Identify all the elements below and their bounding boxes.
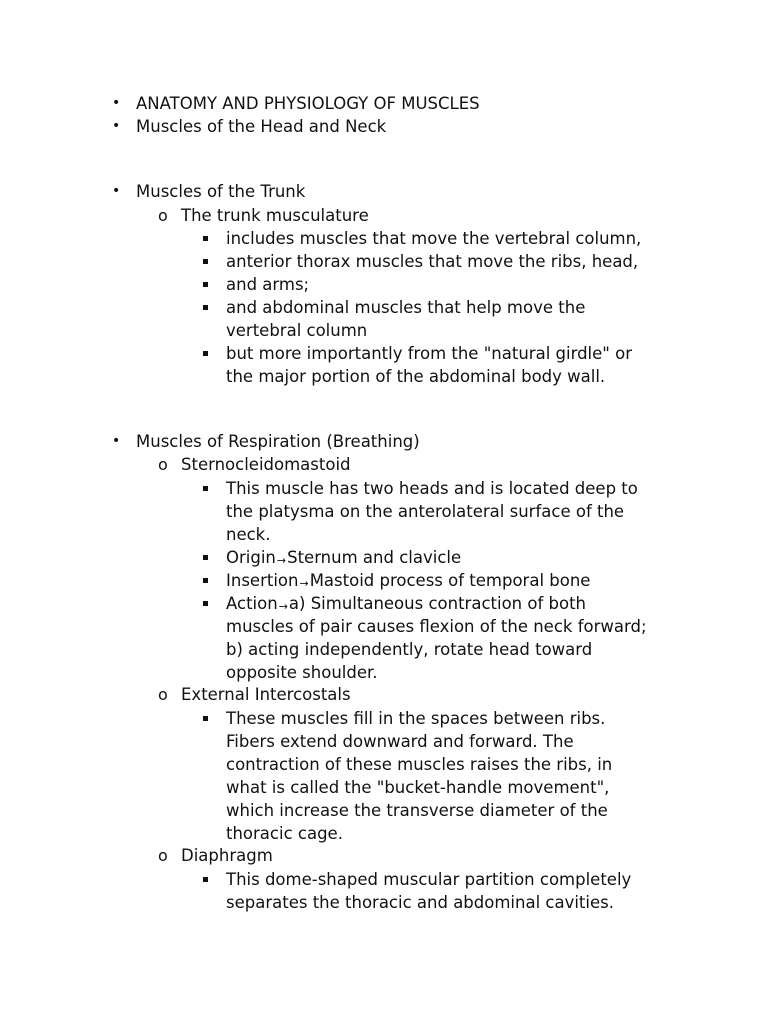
- scm-description: This muscle has two heads and is located deep to: [226, 479, 638, 498]
- arrow-right-icon: →: [276, 554, 287, 567]
- origin-label: Origin: [226, 548, 276, 567]
- bullet-icon: •: [112, 118, 121, 134]
- outline-item-title: ANATOMY AND PHYSIOLOGY OF MUSCLES: [136, 94, 480, 113]
- trunk-item: and abdominal muscles that help move the: [226, 298, 586, 317]
- arrow-right-icon: →: [278, 600, 288, 613]
- insertion-label: Insertion: [226, 571, 299, 590]
- scm-description-continued: the platysma on the anterolateral surface of the: [226, 502, 625, 521]
- origin-value: Sternum and clavicle: [287, 548, 462, 567]
- sub-bullet-icon: o: [158, 455, 168, 474]
- intercostals-description-continued: contraction of these muscles raises the ribs, in: [226, 755, 613, 774]
- arrow-right-icon: →: [299, 577, 309, 590]
- bullet-icon: •: [112, 433, 121, 449]
- trunk-item-continued: the major portion of the abdominal body wall.: [226, 367, 606, 386]
- intercostals-description-continued: which increase the transverse diameter of the: [226, 801, 608, 820]
- outline-subitem-external-intercostals: External Intercostals: [181, 685, 351, 704]
- trunk-item: anterior thorax muscles that move the ribs, head,: [226, 252, 639, 271]
- sub-bullet-icon: o: [158, 206, 168, 225]
- insertion-value: Mastoid process of temporal bone: [309, 571, 591, 590]
- intercostals-description-continued: thoracic cage.: [226, 824, 343, 843]
- scm-action-continued: b) acting independently, rotate head toward: [226, 640, 593, 659]
- scm-action-continued: opposite shoulder.: [226, 663, 378, 682]
- outline-subitem-trunk-musculature: The trunk musculature: [181, 206, 369, 225]
- outline-subitem-diaphragm: Diaphragm: [181, 846, 273, 865]
- bullet-icon: •: [112, 95, 121, 111]
- outline-item-respiration: Muscles of Respiration (Breathing): [136, 432, 420, 451]
- sub-bullet-icon: o: [158, 685, 168, 704]
- diaphragm-description-continued: separates the thoracic and abdominal cavities.: [226, 893, 614, 912]
- trunk-item: and arms;: [226, 275, 310, 294]
- trunk-item-continued: vertebral column: [226, 321, 368, 340]
- diaphragm-description: This dome-shaped muscular partition completely: [226, 870, 632, 889]
- outline-item-head-neck: Muscles of the Head and Neck: [136, 117, 387, 136]
- intercostals-description: These muscles fill in the spaces between ribs.: [226, 709, 606, 728]
- outline-item-trunk: Muscles of the Trunk: [136, 182, 306, 201]
- trunk-item: but more importantly from the "natural girdle" or: [226, 344, 632, 363]
- action-value: a) Simultaneous contraction of both: [288, 594, 587, 613]
- sub-bullet-icon: o: [158, 846, 168, 865]
- outline-subitem-sternocleidomastoid: Sternocleidomastoid: [181, 455, 351, 474]
- intercostals-description-continued: Fibers extend downward and forward. The: [226, 732, 574, 751]
- scm-description-continued: neck.: [226, 525, 271, 544]
- scm-action-continued: muscles of pair causes flexion of the neck forward;: [226, 617, 647, 636]
- intercostals-description-continued: what is called the "bucket-handle movement",: [226, 778, 610, 797]
- trunk-item: includes muscles that move the vertebral column,: [226, 229, 642, 248]
- action-label: Action: [226, 594, 278, 613]
- bullet-icon: •: [112, 183, 121, 199]
